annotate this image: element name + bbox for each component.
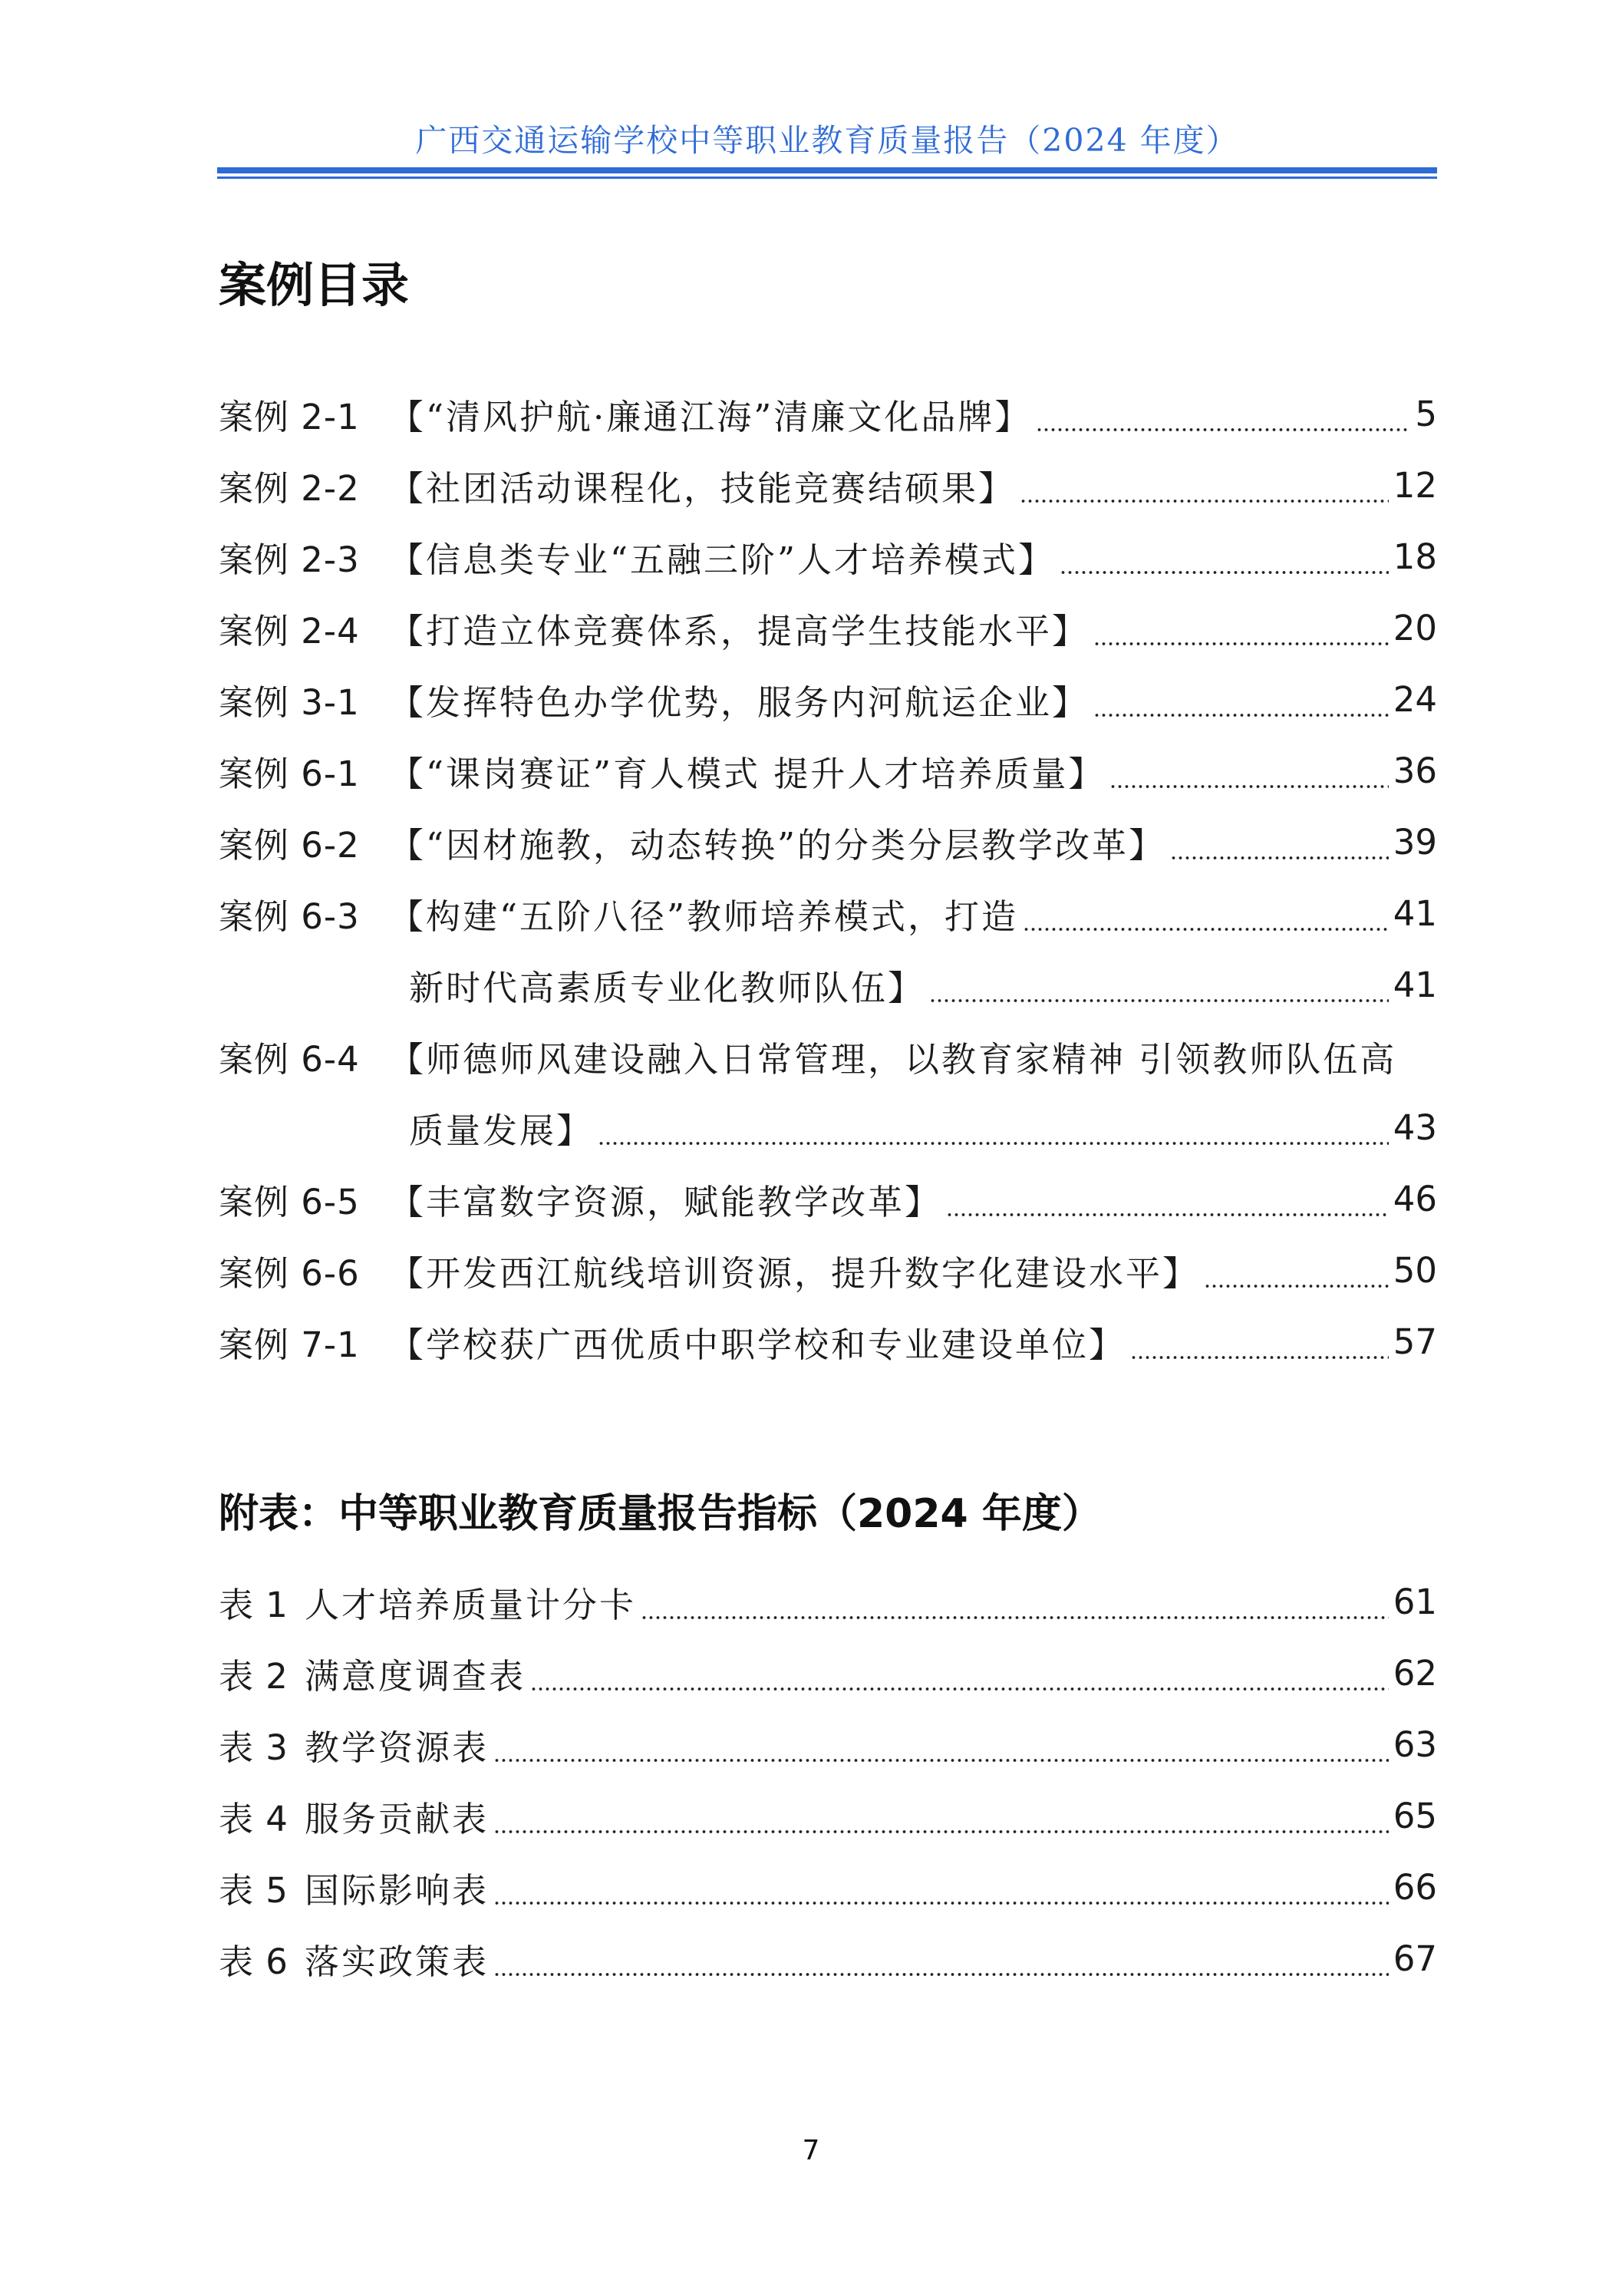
toc-dot-leader xyxy=(598,1142,1389,1145)
toc-entry-title: 【构建“五阶八径”教师培养模式，打造 xyxy=(389,896,1019,937)
toc-dot-leader xyxy=(946,1213,1389,1216)
toc-entry-page: 41 xyxy=(1393,893,1437,934)
toc-dot-leader xyxy=(1204,1285,1389,1288)
toc-entry-page: 36 xyxy=(1393,750,1437,791)
toc-entry-title: 【发挥特色办学优势，服务内河航运企业】 xyxy=(389,682,1090,723)
toc-entry-page: 41 xyxy=(1393,965,1437,1005)
toc-entry-title: 【信息类专业“五融三阶”人才培养模式】 xyxy=(389,539,1056,580)
toc-entry-page: 18 xyxy=(1393,536,1437,577)
toc-entry-page: 67 xyxy=(1393,1938,1437,1979)
toc-entry[interactable] xyxy=(219,1021,1437,1092)
toc-dot-leader xyxy=(1109,785,1388,788)
toc-entry-label: 案例 6-4 xyxy=(219,1039,360,1080)
toc-entry[interactable] xyxy=(219,592,1437,664)
toc-entry-title: 【“因材施教，动态转换”的分类分层教学改革】 xyxy=(389,825,1166,866)
toc-dot-leader xyxy=(493,1973,1389,1976)
toc-entry-label: 案例 6-1 xyxy=(219,754,360,794)
toc-entry-title: 国际影响表 xyxy=(305,1870,490,1911)
toc-entry[interactable] xyxy=(219,1235,1437,1306)
toc-entry-page: 12 xyxy=(1393,465,1437,506)
toc-entry-page: 43 xyxy=(1393,1107,1437,1148)
toc-dot-leader xyxy=(493,1830,1389,1833)
toc-entry-label: 案例 2-1 xyxy=(219,397,360,437)
toc-entry-page: 62 xyxy=(1393,1653,1437,1694)
toc-entry[interactable] xyxy=(219,521,1437,592)
toc-entry[interactable] xyxy=(219,735,1437,807)
toc-entry[interactable] xyxy=(219,1780,1437,1852)
toc-entry-label: 案例 2-4 xyxy=(219,611,360,652)
toc-dot-leader xyxy=(1093,642,1389,645)
toc-dot-leader xyxy=(1130,1356,1389,1359)
toc-entry-title: 服务贡献表 xyxy=(305,1799,490,1839)
header-rule-thin xyxy=(217,176,1437,179)
toc-entry-page: 39 xyxy=(1393,822,1437,863)
toc-entry-title: 【丰富数字资源，赋能教学改革】 xyxy=(389,1182,942,1222)
toc-entry-title: 教学资源表 xyxy=(305,1727,490,1768)
toc-entry-title: 【“清风护航·廉通江海”清廉文化品牌】 xyxy=(389,397,1032,437)
toc-entry-page: 20 xyxy=(1393,608,1437,648)
toc-dot-leader xyxy=(1036,428,1410,431)
toc-entry[interactable] xyxy=(219,878,1437,949)
toc-entry-page: 61 xyxy=(1393,1582,1437,1622)
cases-section-title: 案例目录 xyxy=(219,257,410,313)
toc-entry-continuation[interactable] xyxy=(219,1092,1437,1163)
toc-entry-label: 表 5 xyxy=(219,1870,288,1911)
toc-entry-title: 【社团活动课程化，技能竞赛结硕果】 xyxy=(389,468,1016,509)
toc-dot-leader xyxy=(493,1902,1389,1905)
toc-entry-label: 案例 6-3 xyxy=(219,896,360,937)
toc-entry-title: 【师德师风建设融入日常管理，以教育家精神 引领教师队伍高 xyxy=(389,1039,1397,1080)
toc-entry-title: 【开发西江航线培训资源，提升数字化建设水平】 xyxy=(389,1253,1200,1294)
appendix-section-title: 附表：中等职业教育质量报告指标（2024 年度） xyxy=(219,1491,1102,1537)
cases-toc-list xyxy=(219,378,1437,1377)
toc-dot-leader xyxy=(1020,500,1389,503)
page-number: 7 xyxy=(802,2135,820,2166)
toc-entry-label: 表 4 xyxy=(219,1799,288,1839)
toc-dot-leader xyxy=(641,1616,1389,1619)
toc-entry-title: 【学校获广西优质中职学校和专业建设单位】 xyxy=(389,1324,1126,1365)
toc-entry-page: 57 xyxy=(1393,1321,1437,1362)
toc-entry-page: 63 xyxy=(1393,1724,1437,1765)
toc-entry-page: 46 xyxy=(1393,1179,1437,1219)
toc-entry-title: 人才培养质量计分卡 xyxy=(305,1585,637,1625)
toc-entry-page: 66 xyxy=(1393,1867,1437,1908)
toc-entry-title: 新时代高素质专业化教师队伍】 xyxy=(409,968,925,1008)
toc-entry-title: 质量发展】 xyxy=(409,1110,594,1151)
toc-entry-continuation[interactable] xyxy=(219,949,1437,1021)
toc-entry-label: 案例 7-1 xyxy=(219,1324,360,1365)
toc-dot-leader xyxy=(929,999,1389,1002)
toc-entry-label: 案例 6-5 xyxy=(219,1182,360,1222)
toc-entry[interactable] xyxy=(219,1852,1437,1923)
toc-entry[interactable] xyxy=(219,1923,1437,1994)
toc-entry-label: 表 2 xyxy=(219,1656,288,1697)
toc-entry-label: 案例 6-6 xyxy=(219,1253,360,1294)
toc-dot-leader xyxy=(1023,928,1389,931)
toc-entry-title: 【“课岗赛证”育人模式 提升人才培养质量】 xyxy=(389,754,1106,794)
toc-entry-label: 表 1 xyxy=(219,1585,288,1625)
toc-entry-label: 表 6 xyxy=(219,1941,288,1982)
appendix-toc-list xyxy=(219,1566,1437,1994)
toc-entry-page: 24 xyxy=(1393,679,1437,720)
toc-entry[interactable] xyxy=(219,1638,1437,1709)
toc-entry-title: 满意度调查表 xyxy=(305,1656,526,1697)
toc-entry-page: 50 xyxy=(1393,1250,1437,1291)
toc-entry[interactable] xyxy=(219,1306,1437,1377)
toc-entry[interactable] xyxy=(219,450,1437,521)
toc-entry-label: 案例 2-2 xyxy=(219,468,360,509)
toc-entry[interactable] xyxy=(219,378,1437,450)
toc-entry[interactable] xyxy=(219,1709,1437,1780)
toc-entry-title: 落实政策表 xyxy=(305,1941,490,1982)
toc-dot-leader xyxy=(493,1759,1389,1762)
toc-entry-title: 【打造立体竞赛体系，提高学生技能水平】 xyxy=(389,611,1090,652)
toc-entry-label: 案例 6-2 xyxy=(219,825,360,866)
toc-dot-leader xyxy=(1060,571,1389,574)
toc-entry-page: 65 xyxy=(1393,1796,1437,1836)
toc-dot-leader xyxy=(1170,856,1389,859)
toc-dot-leader xyxy=(530,1687,1389,1691)
toc-entry-label: 案例 2-3 xyxy=(219,539,360,580)
page-header-title: 广西交通运输学校中等职业教育质量报告（2024 年度） xyxy=(415,122,1239,159)
toc-entry[interactable] xyxy=(219,1163,1437,1235)
toc-entry[interactable] xyxy=(219,664,1437,735)
toc-entry[interactable] xyxy=(219,1566,1437,1638)
header-rule-thick xyxy=(217,167,1437,173)
toc-dot-leader xyxy=(1093,714,1389,717)
toc-entry-page: 5 xyxy=(1415,394,1437,434)
toc-entry-label: 案例 3-1 xyxy=(219,682,360,723)
toc-entry[interactable] xyxy=(219,807,1437,878)
toc-entry-label: 表 3 xyxy=(219,1727,288,1768)
